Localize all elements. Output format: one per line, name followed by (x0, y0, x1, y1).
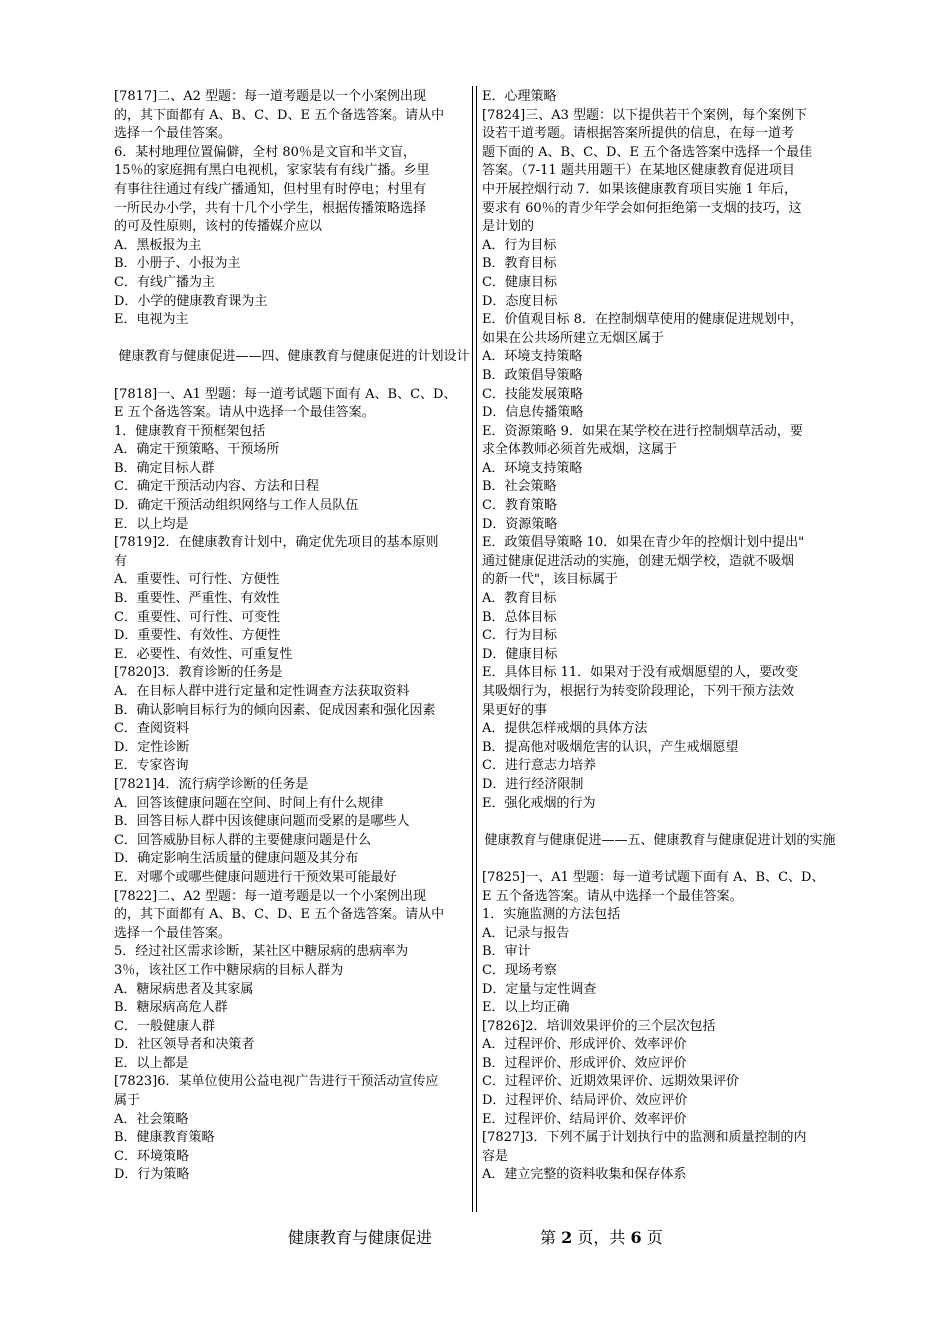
text-line: E．心理策略 (482, 89, 557, 104)
text-line: B．提高他对吸烟危害的认识，产生戒烟愿望 (482, 739, 739, 755)
text-line: 选择一个最佳答案。 (114, 925, 232, 941)
text-line: 容是 (482, 1148, 509, 1164)
text-line: A．社会策略 (114, 1111, 189, 1127)
page-prefix: 第 (540, 1228, 557, 1247)
text-line: E．强化戒烟的行为 (482, 795, 596, 811)
text-line: 的新一代"，该目标属于 (482, 572, 618, 588)
text-line: C．过程评价、近期效果评价、远期效果评价 (482, 1074, 739, 1090)
text-line: 中开展控烟行动 7．如果该健康教育项目实施 1 年后， (482, 181, 797, 197)
text-line: 6．某村地理位置偏僻，全村 80％是文盲和半文盲， (114, 144, 416, 160)
text-line: E．价值观目标 8．在控制烟草使用的健康促进规划中， (482, 312, 803, 328)
section-heading: 健康教育与健康促进——四、健康教育与健康促进的计划设计 (118, 349, 470, 365)
footer-page-number (540, 1228, 663, 1248)
text-line: 是计划的 (482, 219, 535, 235)
text-line: D．重要性、有效性、方便性 (114, 628, 281, 644)
text-line: D．确定影响生活质量的健康问题及其分布 (114, 851, 359, 867)
text-line: E．必要性、有效性、可重复性 (114, 646, 293, 662)
text-line: C．教育策略 (482, 498, 557, 514)
text-line: B．糖尿病高危人群 (114, 1000, 228, 1016)
text-line: 1．健康教育干预框架包括 (114, 423, 266, 439)
text-line: D．确定干预活动组织网络与工作人员队伍 (114, 498, 359, 514)
text-line: C．查阅资料 (114, 721, 189, 737)
text-line: B．健康教育策略 (114, 1130, 215, 1146)
text-line: 通过健康促进活动的实施，创建无烟学校，造就不吸烟 (482, 553, 795, 569)
text-line: C．有线广播为主 (114, 274, 215, 290)
text-line: [7826]2．培训效果评价的三个层次包括 (482, 1018, 716, 1034)
text-line: [7822]二、A2 型题：每一道考题是以一个小案例出现 (114, 888, 427, 904)
text-line: D．资源策略 (482, 516, 558, 532)
text-line: E 五个备选答案。请从中选择一个最佳答案。 (482, 888, 743, 904)
text-line: A．环境支持策略 (482, 349, 583, 365)
text-line: 15％的家庭拥有黑白电视机，家家装有有线广播。乡里 (114, 163, 430, 179)
text-line: [7820]3．教育诊断的任务是 (114, 665, 283, 681)
text-line: A．糖尿病患者及其家属 (114, 981, 254, 997)
text-line: D．态度目标 (482, 293, 558, 309)
text-line: E．具体目标 11．如果对于没有戒烟愿望的人，要改变 (482, 665, 799, 681)
text-line: A．重要性、可行性、方便性 (114, 572, 280, 588)
spacer (482, 813, 838, 832)
column-divider (472, 86, 477, 1212)
text-line: B．小册子、小报为主 (114, 256, 241, 272)
text-line: [7819]2．在健康教育计划中，确定优先项目的基本原则 (114, 535, 439, 551)
text-line: A．在目标人群中进行定量和定性调查方法获取资料 (114, 684, 410, 699)
text-line: B．回答目标人群中因该健康问题而受累的是哪些人 (114, 814, 410, 830)
text-line: B．确认影响目标行为的倾向因素、促成因素和强化因素 (114, 702, 436, 718)
text-line: 答案。（7-11 题共用题干）在某地区健康教育促进项目 (482, 163, 795, 179)
spacer (114, 330, 474, 349)
text-line: D．过程评价、结局评价、效应评价 (482, 1093, 688, 1109)
text-line: E．以上均是 (114, 516, 189, 532)
text-line: E．对哪个或哪些健康问题进行干预效果可能最好 (114, 869, 397, 885)
text-line: E．过程评价、结局评价、效率评价 (482, 1111, 687, 1127)
text-line: E．政策倡导策略 10．如果在青少年的控烟计划中提出" (482, 535, 805, 551)
text-line: 要求有 60％的青少年学会如何拒绝第一支烟的技巧，这 (482, 200, 802, 216)
page-middle: 页，共 (577, 1228, 626, 1247)
text-line: 其吸烟行为，根据行为转变阶段理论，下列干预方法效 (482, 684, 795, 699)
text-line: A．教育目标 (482, 591, 557, 607)
text-line: 题下面的 A、B、C、D、E 五个备选答案中选择一个最佳 (482, 144, 813, 160)
page-current: 2 (561, 1228, 573, 1247)
page-suffix: 页 (646, 1228, 663, 1247)
text-line: B．政策倡导策略 (482, 367, 583, 383)
text-line: [7818]一、A1 型题：每一道考试题下面有 A、B、C、D、 (114, 386, 457, 402)
text-line: D．社区领导者和决策者 (114, 1037, 255, 1053)
text-line: C．重要性、可行性、可变性 (114, 609, 280, 625)
text-line: D．行为策略 (114, 1167, 190, 1183)
text-line: 的可及性原则，该村的传播媒介应以 (114, 219, 323, 235)
text-line: 设若干道考题。请根据答案所提供的信息，在每一道考 (482, 126, 795, 142)
section-heading: 健康教育与健康促进——五、健康教育与健康促进计划的实施 (484, 832, 836, 848)
text-line: 果更好的事 (482, 702, 548, 718)
text-line: 的，其下面都有 A、B、C、D、E 五个备选答案。请从中 (114, 907, 445, 923)
text-line: B．过程评价、形成评价、效应评价 (482, 1055, 687, 1071)
text-line: E．资源策略 9．如果在某学校在进行控制烟草活动，要 (482, 423, 803, 439)
text-line: A．确定干预策略、干预场所 (114, 442, 280, 458)
text-line: 1．实施监测的方法包括 (482, 907, 621, 923)
text-line: A．提供怎样戒烟的具体方法 (482, 721, 648, 737)
text-line: E．电视为主 (114, 312, 189, 328)
text-line: [7825]一、A1 型题：每一道考试题下面有 A、B、C、D、 (482, 869, 825, 885)
text-line: 的，其下面都有 A、B、C、D、E 五个备选答案。请从中 (114, 107, 445, 123)
text-line: 选择一个最佳答案。 (114, 126, 232, 142)
text-line: C．环境策略 (114, 1148, 189, 1164)
text-line: C．一般健康人群 (114, 1018, 215, 1034)
text-line: A．回答该健康问题在空间、时间上有什么规律 (114, 795, 384, 811)
spacer (114, 367, 474, 386)
page-total: 6 (630, 1228, 642, 1247)
text-line: E 五个备选答案。请从中选择一个最佳答案。 (114, 405, 375, 421)
left-column (114, 88, 474, 1185)
text-line: B．重要性、严重性、有效性 (114, 591, 280, 607)
text-line: B．确定目标人群 (114, 460, 215, 476)
text-line: 有事往往通过有线广播通知，但村里有时停电；村里有 (114, 181, 427, 197)
footer-doc-title: 健康教育与健康促进 (288, 1228, 433, 1247)
text-line: D．健康目标 (482, 646, 558, 662)
text-line: [7817]二、A2 型题：每一道考题是以一个小案例出现 (114, 89, 427, 104)
text-line: A．环境支持策略 (482, 460, 583, 476)
text-line: 有 (114, 553, 128, 569)
text-line: [7821]4．流行病学诊断的任务是 (114, 776, 309, 792)
text-line: C．技能发展策略 (482, 386, 583, 402)
text-line: D．信息传播策略 (482, 405, 584, 421)
text-line: 属于 (114, 1093, 141, 1109)
text-line: C．进行意志力培养 (482, 758, 596, 774)
text-line: 求全体教师必须首先戒烟，这属于 (482, 442, 678, 458)
text-line: E．以上都是 (114, 1055, 189, 1071)
text-line: C．回答威胁目标人群的主要健康问题是什么 (114, 832, 371, 848)
text-line: C．行为目标 (482, 628, 557, 644)
text-line: C．确定干预活动内容、方法和日程 (114, 479, 319, 495)
text-line: 如果在公共场所建立无烟区属于 (482, 330, 665, 346)
text-line: B．教育目标 (482, 256, 557, 272)
text-line: A．记录与报告 (482, 925, 570, 941)
text-line: B．社会策略 (482, 479, 557, 495)
text-line: [7824]三、A3 型题：以下提供若干个案例，每个案例下 (482, 107, 808, 123)
text-line: [7823]6．某单位使用公益电视广告进行干预活动宣传应 (114, 1074, 439, 1090)
text-line: E．以上均正确 (482, 1000, 570, 1016)
spacer (482, 850, 838, 869)
text-line: D．定量与定性调查 (482, 981, 597, 997)
text-line: A．过程评价、形成评价、效率评价 (482, 1037, 687, 1053)
text-line: [7827]3．下列不属于计划执行中的监测和质量控制的内 (482, 1130, 807, 1146)
text-line: 3％，该社区工作中糖尿病的目标人群为 (114, 962, 344, 978)
text-line: A．行为目标 (482, 237, 557, 253)
text-line: 5．经过社区需求诊断，某社区中糖尿病的患病率为 (114, 944, 409, 960)
text-line: B．审计 (482, 944, 531, 960)
text-line: A．黑板报为主 (114, 237, 202, 253)
text-line: B．总体目标 (482, 609, 557, 625)
text-line: C．健康目标 (482, 274, 557, 290)
text-line: 一所民办小学，共有十几个小学生，根据传播策略选择 (114, 200, 427, 216)
text-line: C．现场考察 (482, 962, 557, 978)
text-line: A．建立完整的资料收集和保存体系 (482, 1167, 687, 1183)
text-line: D．定性诊断 (114, 739, 190, 755)
text-line: D．小学的健康教育课为主 (114, 293, 268, 309)
text-line: E．专家咨询 (114, 758, 189, 774)
right-column (482, 88, 838, 1185)
text-line: D．进行经济限制 (482, 776, 584, 792)
